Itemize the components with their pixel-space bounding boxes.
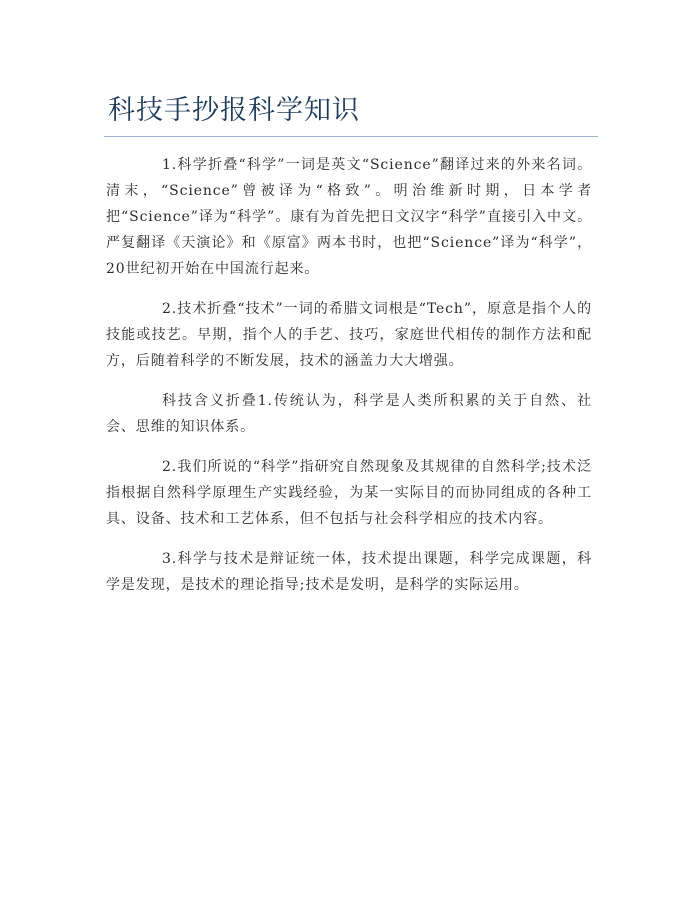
paragraph-technology-origin: 2.技术折叠“技术”一词的希腊文词根是“Tech”，原意是指个人的技能或技艺。早期，指个人的手艺、技巧，家庭世代相传的制作方法和配方，后随着科学的不断发展，技术的涵盖力大大增强。: [106, 301, 592, 369]
paragraph-meaning-2: 2.我们所说的“科学”指研究自然现象及其规律的自然科学;技术泛指根据自然科学原理生产实践经验，为某一实际目的而协同组成的各种工具、设备、技术和工艺体系，但不包括与社会科学相应的技术内容。: [106, 459, 592, 527]
paragraph-science-origin: 1.科学折叠“科学”一词是英文“Science”翻译过来的外来名词。清末，“Science”曾被译为“格致”。明治维新时期，日本学者把“Science”译为“科学”。康有为首先把日文汉字“科学”直接引入中文。严复翻译《天演论》和《原富》两本书时，也把“Science”译为“科学”，20世纪初开始在中国流行起来。: [106, 157, 592, 277]
paragraph-meaning-1: 科技含义折叠1.传统认为，科学是人类所积累的关于自然、社会、思维的知识体系。: [106, 393, 592, 435]
document-title: 科技手抄报科学知识: [108, 95, 360, 126]
document-body: [106, 152, 592, 612]
title-divider: [104, 136, 598, 137]
paragraph-meaning-3: 3.科学与技术是辩证统一体，技术提出课题，科学完成课题，科学是发现，是技术的理论指导;技术是发明，是科学的实际运用。: [106, 551, 592, 593]
